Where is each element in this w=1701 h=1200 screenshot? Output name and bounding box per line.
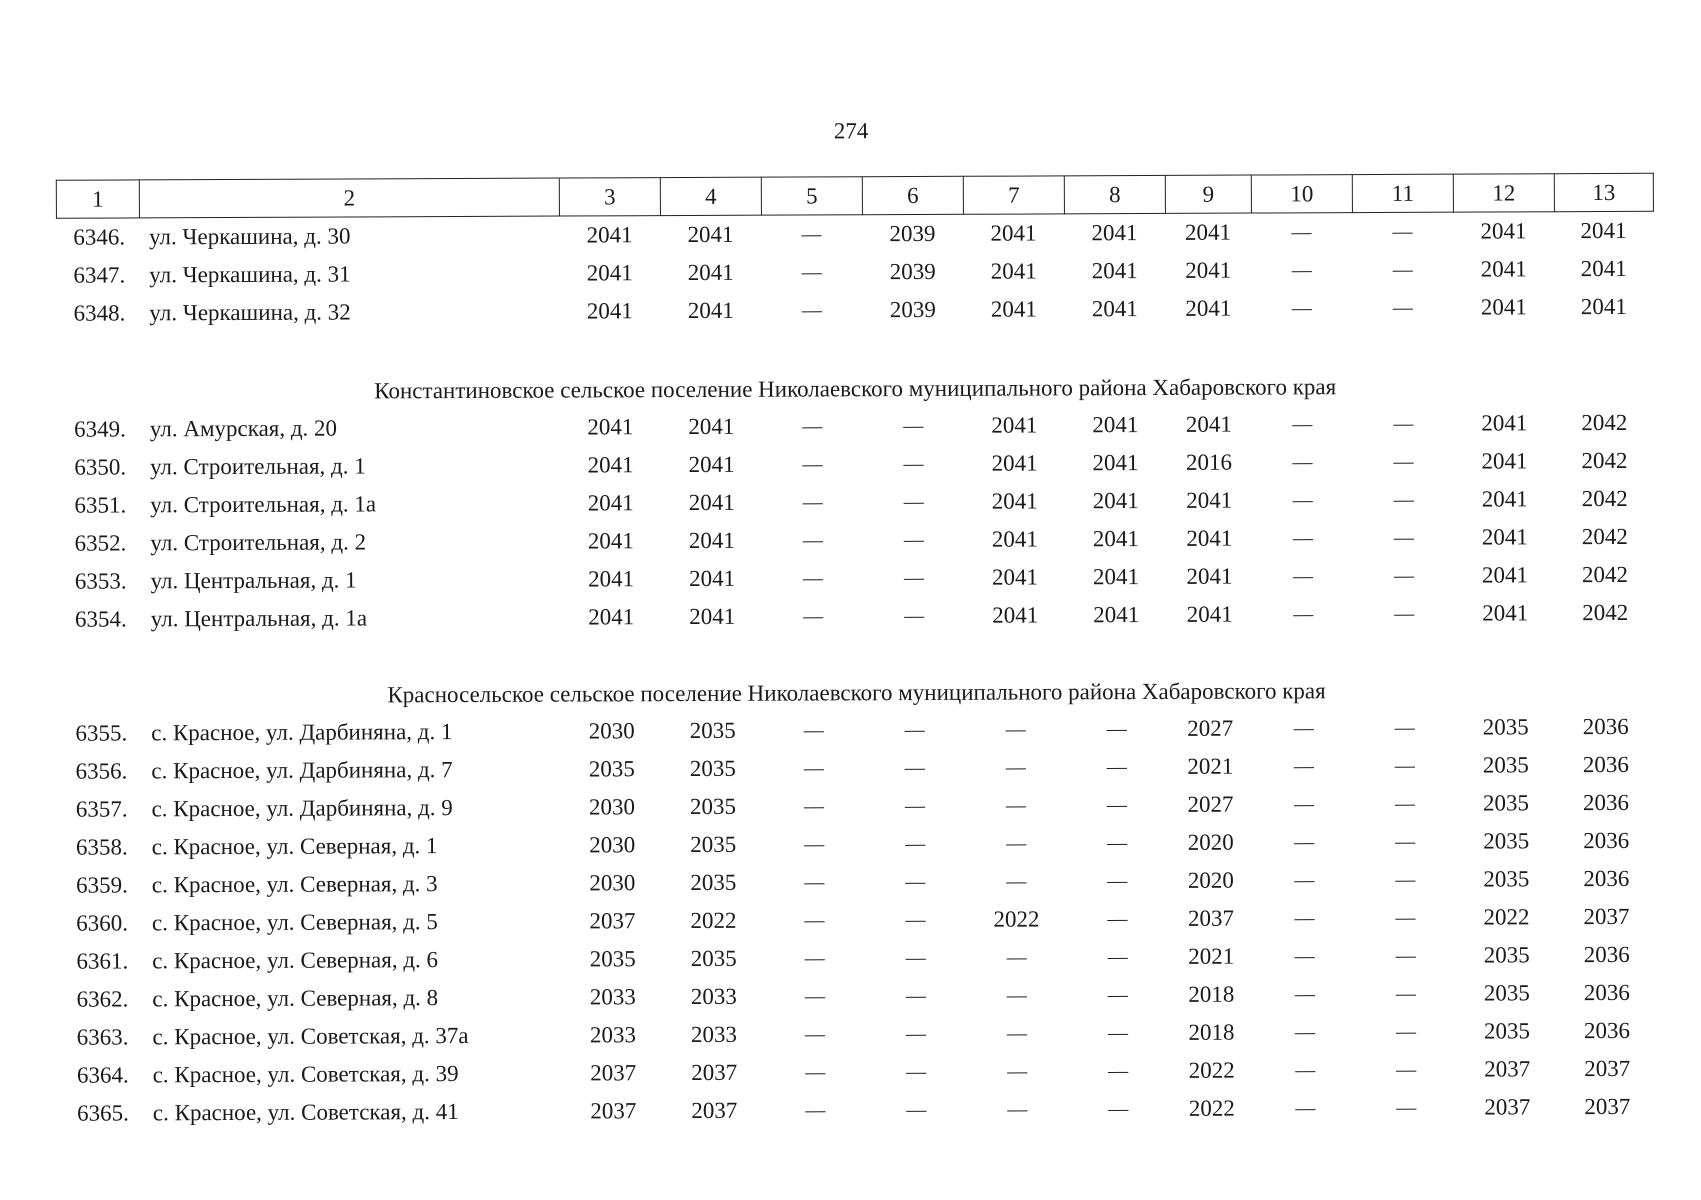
row-number: 6351. bbox=[74, 492, 127, 518]
year-cell-col-3: 2030 bbox=[588, 718, 635, 744]
col-header: 7 bbox=[963, 176, 1064, 214]
year-cell-col-8: 2041 bbox=[1093, 602, 1140, 628]
year-cell-col-10: — bbox=[1292, 450, 1313, 473]
address-cell: ул. Черкашина, д. 32 bbox=[149, 299, 351, 326]
year-cell-col-5: — bbox=[801, 222, 822, 246]
year-cell-col-5: — bbox=[805, 1098, 826, 1121]
year-cell-col-6: — bbox=[903, 490, 924, 513]
year-cell-col-9: 2021 bbox=[1188, 943, 1235, 969]
year-cell-col-5: — bbox=[803, 756, 824, 779]
year-cell-col-9: 2018 bbox=[1188, 981, 1235, 1007]
year-cell-col-3: 2041 bbox=[586, 260, 633, 286]
col-header: 9 bbox=[1165, 175, 1251, 213]
year-cell-col-6: 2039 bbox=[889, 296, 936, 323]
row-number: 6357. bbox=[75, 796, 128, 822]
year-cell-col-8: 2041 bbox=[1092, 488, 1139, 514]
address-cell: с. Красное, ул. Советская, д. 41 bbox=[152, 1099, 459, 1126]
year-cell-col-9: 2018 bbox=[1188, 1019, 1235, 1045]
year-cell-col-12: 2035 bbox=[1483, 942, 1530, 968]
year-cell-col-10: — bbox=[1294, 944, 1315, 967]
year-cell-col-8: — bbox=[1108, 1097, 1129, 1120]
data-table-group-2 bbox=[57, 404, 1655, 639]
year-cell-col-4: 2041 bbox=[689, 603, 736, 629]
year-cell-col-7: 2041 bbox=[992, 602, 1039, 628]
year-cell-col-8: 2041 bbox=[1091, 220, 1138, 246]
year-cell-col-8: 2041 bbox=[1091, 258, 1138, 284]
year-cell-col-12: 2035 bbox=[1483, 1018, 1531, 1044]
year-cell-col-13: 2041 bbox=[1580, 217, 1627, 244]
year-cell-col-7: 2041 bbox=[991, 526, 1038, 552]
year-cell-col-11: — bbox=[1396, 1096, 1417, 1119]
address-cell: с. Красное, ул. Дарбиняна, д. 1 bbox=[151, 719, 453, 746]
year-cell-col-11: — bbox=[1392, 220, 1413, 243]
year-cell-col-6: — bbox=[905, 1022, 927, 1045]
year-cell-col-6: — bbox=[904, 794, 926, 817]
year-cell-col-7: 2041 bbox=[991, 488, 1038, 514]
year-cell-col-9: 2037 bbox=[1187, 905, 1235, 931]
year-cell-col-4: 2041 bbox=[688, 565, 736, 591]
year-cell-col-3: 2041 bbox=[587, 566, 635, 592]
year-cell-col-13: 2041 bbox=[1580, 293, 1627, 320]
year-cell-col-4: 2041 bbox=[687, 297, 734, 324]
year-cell-col-9: 2020 bbox=[1187, 829, 1234, 855]
year-cell-col-8: 2041 bbox=[1092, 526, 1139, 552]
year-cell-col-5: — bbox=[804, 832, 825, 855]
year-cell-col-11: — bbox=[1393, 526, 1414, 549]
year-cell-col-7: 2022 bbox=[993, 906, 1040, 932]
year-cell-col-10: — bbox=[1292, 564, 1314, 587]
col-header: 2 bbox=[139, 178, 559, 218]
year-cell-col-3: 2041 bbox=[588, 604, 635, 630]
year-cell-col-5: — bbox=[802, 452, 823, 476]
year-cell-col-12: 2035 bbox=[1482, 790, 1530, 816]
year-cell-col-12: 2037 bbox=[1484, 1056, 1531, 1082]
year-cell-col-6: — bbox=[903, 566, 925, 589]
year-cell-col-13: 2036 bbox=[1582, 713, 1629, 740]
address-cell: с. Красное, ул. Северная, д. 6 bbox=[152, 947, 439, 974]
year-cell-col-5: — bbox=[805, 1060, 826, 1083]
address-cell: с. Красное, ул. Советская, д. 37а bbox=[152, 1022, 469, 1050]
year-cell-col-13: 2041 bbox=[1580, 255, 1627, 282]
year-cell-col-9: 2041 bbox=[1186, 525, 1233, 551]
year-cell-col-13: 2042 bbox=[1582, 599, 1629, 626]
year-cell-col-4: 2041 bbox=[687, 221, 734, 248]
year-cell-col-4: 2035 bbox=[690, 945, 737, 971]
year-cell-col-9: 2022 bbox=[1188, 1057, 1235, 1083]
year-cell-col-3: 2037 bbox=[590, 1098, 637, 1124]
year-cell-col-13: 2042 bbox=[1581, 409, 1628, 436]
year-cell-col-7: — bbox=[1005, 794, 1027, 817]
year-cell-col-7: — bbox=[1006, 870, 1027, 893]
year-cell-col-9: 2027 bbox=[1187, 791, 1234, 817]
year-cell-col-6: 2039 bbox=[889, 220, 936, 247]
year-cell-col-9: 2041 bbox=[1186, 487, 1233, 513]
year-cell-col-10: — bbox=[1294, 830, 1315, 853]
year-cell-col-7: — bbox=[1005, 718, 1026, 741]
year-cell-col-4: 2041 bbox=[687, 259, 734, 286]
year-cell-col-9: 2041 bbox=[1185, 295, 1232, 321]
year-cell-col-4: 2033 bbox=[690, 1021, 738, 1047]
year-cell-col-6: — bbox=[904, 756, 925, 779]
year-cell-col-4: 2035 bbox=[689, 717, 736, 743]
col-header: 13 bbox=[1554, 173, 1653, 211]
year-cell-col-5: — bbox=[804, 946, 825, 969]
year-cell-col-3: 2041 bbox=[587, 528, 634, 554]
year-cell-col-12: 2041 bbox=[1480, 294, 1527, 320]
year-cell-col-10: — bbox=[1294, 906, 1315, 929]
year-cell-col-4: 2041 bbox=[688, 489, 735, 515]
year-cell-col-9: 2027 bbox=[1187, 715, 1234, 741]
year-cell-col-13: 2037 bbox=[1584, 1093, 1631, 1120]
year-cell-col-10: — bbox=[1292, 412, 1313, 435]
year-cell-col-3: 2041 bbox=[587, 452, 634, 478]
year-cell-col-13: 2037 bbox=[1584, 1055, 1631, 1082]
year-cell-col-12: 2022 bbox=[1483, 904, 1530, 930]
year-cell-col-3: 2030 bbox=[589, 832, 636, 858]
year-cell-col-10: — bbox=[1294, 982, 1315, 1005]
year-cell-col-7: 2041 bbox=[990, 258, 1037, 284]
year-cell-col-10: — bbox=[1293, 754, 1314, 777]
year-cell-col-11: — bbox=[1395, 830, 1416, 853]
section-title-krasnoselskoe: Красносельское сельское поселение Николаевского муниципального района Хабаровского края bbox=[387, 678, 1326, 708]
year-cell-col-11: — bbox=[1394, 792, 1416, 815]
address-cell: ул. Строительная, д. 2 bbox=[150, 529, 367, 556]
year-cell-col-10: — bbox=[1292, 526, 1313, 549]
address-cell: с. Красное, ул. Северная, д. 3 bbox=[151, 871, 438, 898]
year-cell-col-12: 2037 bbox=[1484, 1094, 1531, 1120]
year-cell-col-12: 2041 bbox=[1481, 562, 1529, 588]
year-cell-col-4: 2035 bbox=[689, 755, 736, 781]
year-cell-col-6: — bbox=[905, 946, 926, 969]
year-cell-col-6: — bbox=[905, 908, 926, 931]
data-table-group-3 bbox=[58, 708, 1657, 1133]
year-cell-col-10: — bbox=[1292, 488, 1313, 511]
year-cell-col-9: 2041 bbox=[1186, 563, 1233, 589]
row-number: 6356. bbox=[75, 758, 128, 784]
year-cell-col-4: 2041 bbox=[688, 451, 735, 478]
year-cell-col-7: 2041 bbox=[990, 296, 1037, 322]
year-cell-col-10: — bbox=[1291, 220, 1312, 243]
year-cell-col-11: — bbox=[1395, 982, 1416, 1005]
year-cell-col-12: 2041 bbox=[1481, 486, 1528, 512]
row-number: 6354. bbox=[74, 606, 127, 632]
year-cell-col-12: 2041 bbox=[1481, 524, 1528, 550]
row-number: 6350. bbox=[74, 454, 127, 480]
address-cell: с. Красное, ул. Северная, д. 8 bbox=[152, 985, 439, 1012]
year-cell-col-9: 2016 bbox=[1185, 449, 1233, 475]
year-cell-col-6: — bbox=[905, 870, 926, 893]
col-header: 6 bbox=[862, 176, 963, 214]
year-cell-col-6: — bbox=[903, 452, 924, 475]
year-cell-col-8: — bbox=[1107, 907, 1128, 930]
year-cell-col-12: 2041 bbox=[1480, 218, 1527, 244]
year-cell-col-5: — bbox=[803, 604, 824, 628]
year-cell-col-5: — bbox=[804, 908, 825, 931]
row-number: 6355. bbox=[75, 720, 128, 746]
year-cell-col-6: — bbox=[904, 604, 925, 627]
year-cell-col-3: 2041 bbox=[586, 222, 633, 248]
year-cell-col-13: 2042 bbox=[1581, 447, 1628, 474]
year-cell-col-7: — bbox=[1007, 1060, 1028, 1083]
row-number: 6352. bbox=[74, 530, 127, 556]
page-number: 274 bbox=[833, 118, 869, 144]
year-cell-col-12: 2041 bbox=[1482, 600, 1529, 626]
year-cell-col-13: 2036 bbox=[1583, 865, 1630, 892]
year-cell-col-8: — bbox=[1107, 1021, 1129, 1044]
year-cell-col-11: — bbox=[1394, 754, 1415, 777]
year-cell-col-11: — bbox=[1395, 868, 1416, 891]
col-header: 3 bbox=[559, 178, 660, 216]
year-cell-col-13: 2042 bbox=[1581, 561, 1629, 588]
year-cell-col-3: 2041 bbox=[587, 490, 634, 516]
year-cell-col-10: — bbox=[1291, 258, 1312, 281]
address-cell: ул. Амурская, д. 20 bbox=[149, 415, 338, 442]
year-cell-col-10: — bbox=[1293, 602, 1314, 625]
col-header: 10 bbox=[1251, 175, 1352, 213]
year-cell-col-11: — bbox=[1393, 412, 1414, 435]
row-number: 6353. bbox=[74, 568, 127, 594]
address-cell: ул. Строительная, д. 1 bbox=[149, 453, 366, 480]
year-cell-col-11: — bbox=[1392, 258, 1413, 281]
row-number: 6347. bbox=[73, 262, 126, 288]
year-cell-col-7: — bbox=[1006, 984, 1027, 1007]
year-cell-col-6: — bbox=[903, 414, 924, 437]
year-cell-col-6: — bbox=[905, 832, 926, 855]
year-cell-col-10: — bbox=[1294, 868, 1315, 891]
row-number: 6365. bbox=[77, 1100, 129, 1126]
year-cell-col-3: 2033 bbox=[589, 984, 636, 1010]
address-cell: ул. Черкашина, д. 30 bbox=[148, 223, 351, 250]
year-cell-col-8: 2041 bbox=[1092, 564, 1140, 590]
year-cell-col-6: — bbox=[903, 528, 924, 551]
year-cell-col-3: 2037 bbox=[589, 908, 636, 934]
year-cell-col-10: — bbox=[1291, 296, 1312, 319]
year-cell-col-4: 2022 bbox=[690, 907, 737, 933]
col-header: 8 bbox=[1064, 175, 1165, 213]
year-cell-col-7: — bbox=[1005, 756, 1026, 779]
address-cell: ул. Черкашина, д. 31 bbox=[149, 261, 351, 288]
year-cell-col-9: 2022 bbox=[1188, 1095, 1235, 1121]
year-cell-col-11: — bbox=[1393, 564, 1415, 587]
row-number: 6364. bbox=[76, 1062, 129, 1088]
year-cell-col-5: — bbox=[803, 718, 824, 742]
year-cell-col-13: 2036 bbox=[1582, 789, 1630, 816]
year-cell-col-13: 2042 bbox=[1581, 523, 1628, 550]
year-cell-col-8: — bbox=[1107, 831, 1128, 854]
section-title-konstantinovskoe: Константиновское сельское поселение Николаевского муниципального района Хабаровского края bbox=[374, 374, 1337, 404]
year-cell-col-5: — bbox=[802, 566, 824, 590]
row-number: 6346. bbox=[73, 224, 126, 250]
row-number: 6361. bbox=[76, 948, 129, 974]
year-cell-col-8: 2041 bbox=[1092, 412, 1139, 438]
year-cell-col-11: — bbox=[1395, 944, 1416, 967]
year-cell-col-12: 2035 bbox=[1482, 714, 1529, 740]
year-cell-col-11: — bbox=[1394, 602, 1415, 625]
year-cell-col-12: 2041 bbox=[1481, 448, 1528, 474]
row-number: 6359. bbox=[76, 872, 128, 898]
year-cell-col-3: 2037 bbox=[590, 1060, 637, 1086]
year-cell-col-7: 2041 bbox=[991, 412, 1038, 438]
year-cell-col-3: 2030 bbox=[589, 870, 636, 896]
year-cell-col-11: — bbox=[1395, 1020, 1417, 1043]
address-cell: с. Красное, ул. Северная, д. 1 bbox=[151, 833, 438, 860]
year-cell-col-12: 2041 bbox=[1481, 410, 1528, 436]
year-cell-col-3: 2041 bbox=[586, 298, 633, 324]
year-cell-col-8: — bbox=[1107, 869, 1128, 892]
address-cell: с. Красное, ул. Дарбиняна, д. 9 bbox=[151, 795, 453, 822]
year-cell-col-3: 2035 bbox=[589, 946, 636, 972]
year-cell-col-6: — bbox=[906, 1060, 927, 1083]
year-cell-col-11: — bbox=[1392, 296, 1413, 319]
year-cell-col-13: 2042 bbox=[1581, 485, 1628, 512]
year-cell-col-6: 2039 bbox=[889, 258, 936, 285]
col-header: 1 bbox=[56, 180, 139, 218]
year-cell-col-8: — bbox=[1106, 755, 1127, 778]
table-row bbox=[60, 1088, 1657, 1133]
year-cell-col-6: — bbox=[906, 1098, 927, 1121]
year-cell-col-7: 2041 bbox=[990, 220, 1037, 246]
year-cell-col-12: 2035 bbox=[1482, 752, 1529, 778]
year-cell-col-12: 2041 bbox=[1480, 256, 1527, 282]
row-number: 6358. bbox=[75, 834, 128, 860]
year-cell-col-10: — bbox=[1293, 716, 1314, 739]
col-header: 12 bbox=[1453, 174, 1554, 212]
year-cell-col-4: 2041 bbox=[688, 413, 735, 440]
year-cell-col-12: 2035 bbox=[1483, 828, 1530, 854]
year-cell-col-12: 2035 bbox=[1483, 866, 1530, 892]
year-cell-col-7: — bbox=[1006, 946, 1027, 969]
year-cell-col-10: — bbox=[1293, 792, 1315, 815]
row-number: 6362. bbox=[76, 986, 129, 1012]
year-cell-col-3: 2030 bbox=[588, 794, 636, 820]
address-cell: с. Красное, ул. Советская, д. 39 bbox=[152, 1061, 459, 1088]
year-cell-col-9: 2041 bbox=[1184, 219, 1232, 245]
year-cell-col-13: 2036 bbox=[1583, 941, 1630, 968]
year-cell-col-5: — bbox=[802, 414, 823, 438]
address-cell: ул. Центральная, д. 1а bbox=[150, 605, 368, 632]
year-cell-col-13: 2036 bbox=[1583, 827, 1630, 854]
year-cell-col-7: 2041 bbox=[991, 450, 1038, 476]
address-cell: ул. Строительная, д. 1а bbox=[150, 491, 377, 518]
year-cell-col-3: 2035 bbox=[588, 756, 635, 782]
year-cell-col-9: 2041 bbox=[1186, 601, 1233, 627]
year-cell-col-8: 2041 bbox=[1091, 296, 1138, 322]
year-cell-col-10: — bbox=[1294, 1020, 1316, 1043]
year-cell-col-11: — bbox=[1393, 488, 1414, 511]
year-cell-col-5: — bbox=[802, 490, 823, 514]
year-cell-col-9: 2020 bbox=[1187, 867, 1234, 893]
year-cell-col-13: 2037 bbox=[1583, 903, 1630, 930]
year-cell-col-10: — bbox=[1295, 1058, 1316, 1081]
year-cell-col-5: — bbox=[804, 1022, 826, 1045]
address-cell: с. Красное, ул. Дарбиняна, д. 7 bbox=[151, 757, 453, 784]
year-cell-col-4: 2041 bbox=[688, 527, 735, 553]
row-number: 6363. bbox=[76, 1024, 129, 1050]
year-cell-col-7: 2041 bbox=[991, 564, 1039, 590]
year-cell-col-5: — bbox=[803, 794, 825, 817]
year-cell-col-8: 2041 bbox=[1092, 450, 1139, 476]
address-cell: ул. Центральная, д. 1 bbox=[150, 567, 357, 594]
col-header: 4 bbox=[660, 177, 761, 215]
year-cell-col-5: — bbox=[802, 528, 823, 552]
year-cell-col-8: — bbox=[1106, 793, 1128, 816]
row-number: 6360. bbox=[76, 910, 129, 936]
year-cell-col-9: 2021 bbox=[1187, 753, 1234, 779]
year-cell-col-6: — bbox=[904, 718, 925, 741]
year-cell-col-3: 2033 bbox=[589, 1022, 637, 1048]
year-cell-col-13: 2036 bbox=[1583, 979, 1630, 1006]
year-cell-col-11: — bbox=[1394, 716, 1415, 739]
year-cell-col-7: — bbox=[1007, 1098, 1028, 1121]
year-cell-col-8: — bbox=[1108, 1059, 1129, 1082]
year-cell-col-8: — bbox=[1107, 983, 1128, 1006]
year-cell-col-13: 2036 bbox=[1582, 751, 1629, 778]
table-row bbox=[58, 594, 1655, 639]
year-cell-col-9: 2041 bbox=[1185, 257, 1232, 283]
year-cell-col-5: — bbox=[804, 870, 825, 893]
row-number: 6348. bbox=[73, 300, 126, 326]
year-cell-col-4: 2035 bbox=[690, 831, 737, 857]
year-cell-col-11: — bbox=[1396, 1058, 1417, 1081]
year-cell-col-11: — bbox=[1393, 450, 1414, 473]
year-cell-col-11: — bbox=[1395, 906, 1416, 929]
year-cell-col-5: — bbox=[801, 298, 822, 322]
year-cell-col-4: 2035 bbox=[689, 793, 737, 819]
col-header: 5 bbox=[761, 177, 862, 215]
col-header: 11 bbox=[1352, 174, 1453, 212]
year-cell-col-6: — bbox=[905, 984, 926, 1007]
year-cell-col-9: 2041 bbox=[1185, 411, 1232, 437]
year-cell-col-5: — bbox=[804, 984, 825, 1007]
year-cell-col-12: 2035 bbox=[1483, 980, 1530, 1006]
data-table-group-1 bbox=[56, 212, 1653, 333]
year-cell-col-7: — bbox=[1006, 832, 1027, 855]
year-cell-col-8: — bbox=[1106, 717, 1127, 740]
year-cell-col-4: 2035 bbox=[690, 869, 737, 895]
address-cell: с. Красное, ул. Северная, д. 5 bbox=[151, 909, 438, 936]
year-cell-col-4: 2033 bbox=[690, 983, 737, 1009]
year-cell-col-10: — bbox=[1295, 1096, 1316, 1119]
year-cell-col-4: 2037 bbox=[691, 1059, 738, 1085]
year-cell-col-13: 2036 bbox=[1583, 1017, 1631, 1044]
year-cell-col-7: — bbox=[1006, 1022, 1028, 1045]
year-cell-col-4: 2037 bbox=[691, 1097, 738, 1123]
table-row bbox=[56, 288, 1653, 333]
year-cell-col-3: 2041 bbox=[587, 414, 634, 440]
year-cell-col-8: — bbox=[1107, 945, 1128, 968]
year-cell-col-5: — bbox=[801, 260, 822, 284]
row-number: 6349. bbox=[74, 416, 126, 442]
